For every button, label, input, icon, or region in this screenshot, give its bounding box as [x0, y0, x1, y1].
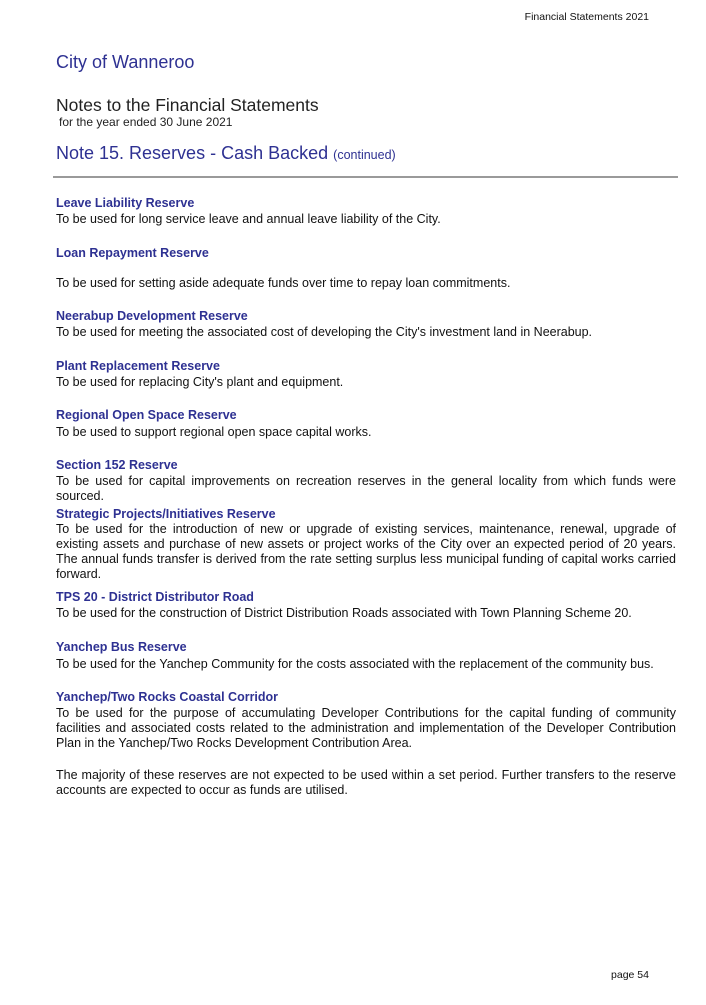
note-title: Note 15. Reserves - Cash Backed	[56, 143, 329, 163]
note-continued-label: (continued)	[333, 148, 396, 162]
document-header-title: Financial Statements 2021	[524, 11, 649, 23]
closing-paragraph: The majority of these reserves are not expected to be used within a set period. Further transfers to the reserve accounts are expected to occur as funds are utilised.	[56, 768, 676, 797]
section-body-leave-liability: To be used for long service leave and annual leave liability of the City.	[56, 212, 441, 226]
section-body-plant-replacement: To be used for replacing City's plant and equipment.	[56, 375, 344, 389]
section-body-tps-20: To be used for the construction of District Distribution Roads associated with Town Planning Scheme 20.	[56, 606, 632, 620]
section-title-tps-20: TPS 20 - District Distributor Road	[56, 590, 254, 604]
section-body-section-152: To be used for capital improvements on recreation reserves in the general locality from which funds were sourced.	[56, 474, 676, 503]
section-title-leave-liability: Leave Liability Reserve	[56, 196, 195, 210]
section-title-loan-repayment: Loan Repayment Reserve	[56, 246, 209, 260]
notes-title: Notes to the Financial Statements	[56, 95, 319, 115]
section-body-neerabup: To be used for meeting the associated cost of developing the City's investment land in Neerabup.	[56, 325, 593, 339]
section-title-strategic-projects: Strategic Projects/Initiatives Reserve	[56, 507, 276, 521]
section-title-plant-replacement: Plant Replacement Reserve	[56, 359, 220, 373]
page-number: page 54	[611, 969, 649, 981]
heading-divider	[53, 176, 678, 178]
section-title-yanchep-two-rocks: Yanchep/Two Rocks Coastal Corridor	[56, 690, 279, 704]
section-body-regional-open-space: To be used to support regional open space capital works.	[56, 425, 372, 439]
section-title-neerabup: Neerabup Development Reserve	[56, 309, 248, 323]
reporting-period: for the year ended 30 June 2021	[59, 115, 233, 129]
section-body-strategic-projects: To be used for the introduction of new or upgrade of existing services, maintenance, renewal, upgrade of existing assets and purchase of new assets or project works of the City over an expected period of 20 years. The annual funds transfer is derived from the rate setting surplus less municipal funding of capital works carried forward.	[56, 522, 676, 581]
section-body-yanchep-bus: To be used for the Yanchep Community for the costs associated with the replacement of the community bus.	[56, 657, 654, 671]
section-body-loan-repayment: To be used for setting aside adequate funds over time to repay loan commitments.	[56, 276, 511, 290]
section-body-yanchep-two-rocks: To be used for the purpose of accumulating Developer Contributions for the capital funding of community facilities and associated costs related to the administration and implementation of the Developer Contribution Plan in the Yanchep/Two Rocks Development Contribution Area.	[56, 706, 676, 750]
organisation-name: City of Wanneroo	[56, 52, 195, 72]
note-heading	[56, 143, 396, 164]
section-title-regional-open-space: Regional Open Space Reserve	[56, 408, 237, 422]
section-title-yanchep-bus: Yanchep Bus Reserve	[56, 640, 187, 654]
section-title-section-152: Section 152 Reserve	[56, 458, 178, 472]
